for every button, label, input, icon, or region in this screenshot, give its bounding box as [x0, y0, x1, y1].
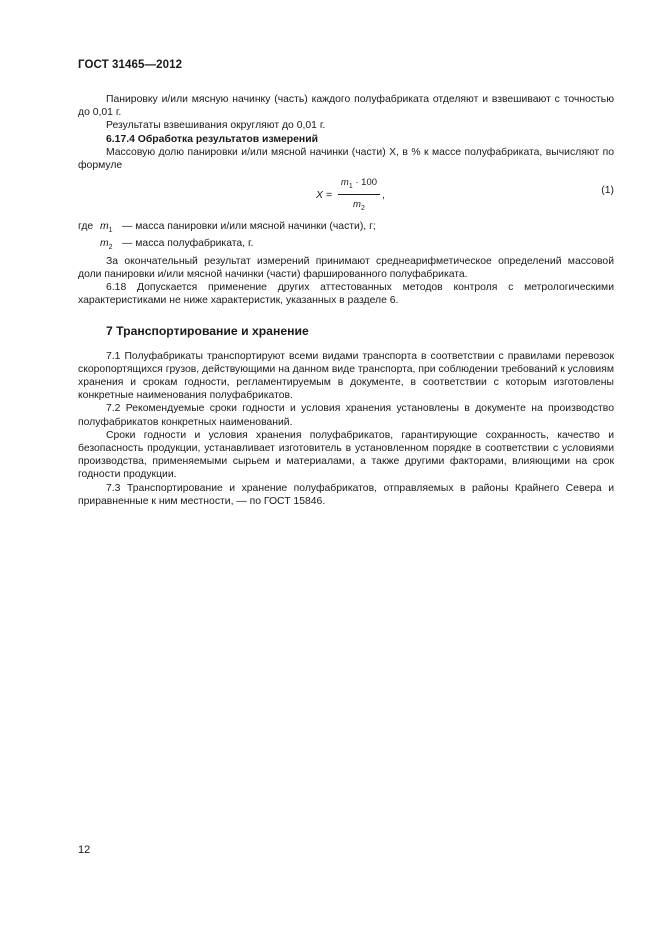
formula-trailing: ,: [382, 190, 385, 202]
formula-numerator: $m_1 \cdot 100$: [338, 176, 380, 195]
where-text: — масса полуфабриката, г.: [122, 238, 254, 250]
equation-number: (1): [601, 185, 614, 197]
document-header: ГОСТ 31465—2012: [78, 59, 183, 71]
document-body: [78, 93, 614, 508]
formula: [316, 176, 385, 215]
where-symbol: $m_2$: [100, 238, 113, 252]
formula-intro: Массовую долю панировки и/или мясной начинки (части) X, в % к массе полуфабриката, вычисляют по формуле: [78, 146, 614, 172]
formula-denominator: $m_2$: [353, 199, 365, 213]
paragraph: Сроки годности и условия хранения полуфабрикатов, гарантирующие сохранность, качество и безопасность продукции, устанавливает изготовитель в установленном порядке в соответствии с условиями производства, применяемыми сырьем и материалами, а также другими факторами, влияющими на срок годности продукции.: [78, 429, 614, 481]
subsection-title: 6.17.4 Обработка результатов измерений: [106, 133, 318, 145]
paragraph: Панировку и/или мясную начинку (часть) каждого полуфабриката отделяют и взвешивают с точностью до 0,01 г.: [78, 94, 614, 119]
formula-lhs: X =: [316, 190, 332, 202]
formula-block: [78, 172, 614, 218]
paragraph: 7.1 Полуфабрикаты транспортируют всеми видами транспорта в соответствии с правилами перевозок скоропортящихся грузов, действующими на данном виде транспорта, при соблюдении требований к условиям хранения и срокам годности, регламентируемым в документе, в соответствии с которым изготовлены конкретные наименования полуфабрикатов.: [78, 350, 614, 402]
formula-fraction: [338, 176, 380, 215]
where-symbol: $m_1$: [100, 221, 113, 235]
where-label: где: [78, 221, 94, 233]
paragraph: За окончательный результат измерений принимают среднеарифметическое определений массовой доли панировки и/или мясной начинки (части) фаршированного полуфабриката.: [78, 255, 614, 280]
paragraph: Результаты взвешивания округляют до 0,01 г.: [106, 120, 326, 132]
page-number: 12: [78, 844, 91, 856]
section-title: 7 Транспортирование и хранение: [106, 324, 309, 339]
where-list: [78, 220, 614, 254]
where-text: — масса панировки и/или мясной начинки (части), г;: [122, 221, 376, 233]
paragraph: 6.18 Допускается применение других аттестованных методов контроля с метрологическими характеристиками не ниже характеристик, указанных в разделе 6.: [78, 282, 614, 307]
paragraph: 7.3 Транспортирование и хранение полуфабрикатов, отправляемых в районы Крайнего Севера и приравненные к ним местности, — по ГОСТ 15846.: [78, 482, 614, 507]
where-item: [78, 237, 614, 254]
paragraph: 7.2 Рекомендуемые сроки годности и условия хранения установлены в документе на производство полуфабрикатов конкретных наименований.: [78, 403, 614, 428]
where-item: [78, 220, 614, 237]
